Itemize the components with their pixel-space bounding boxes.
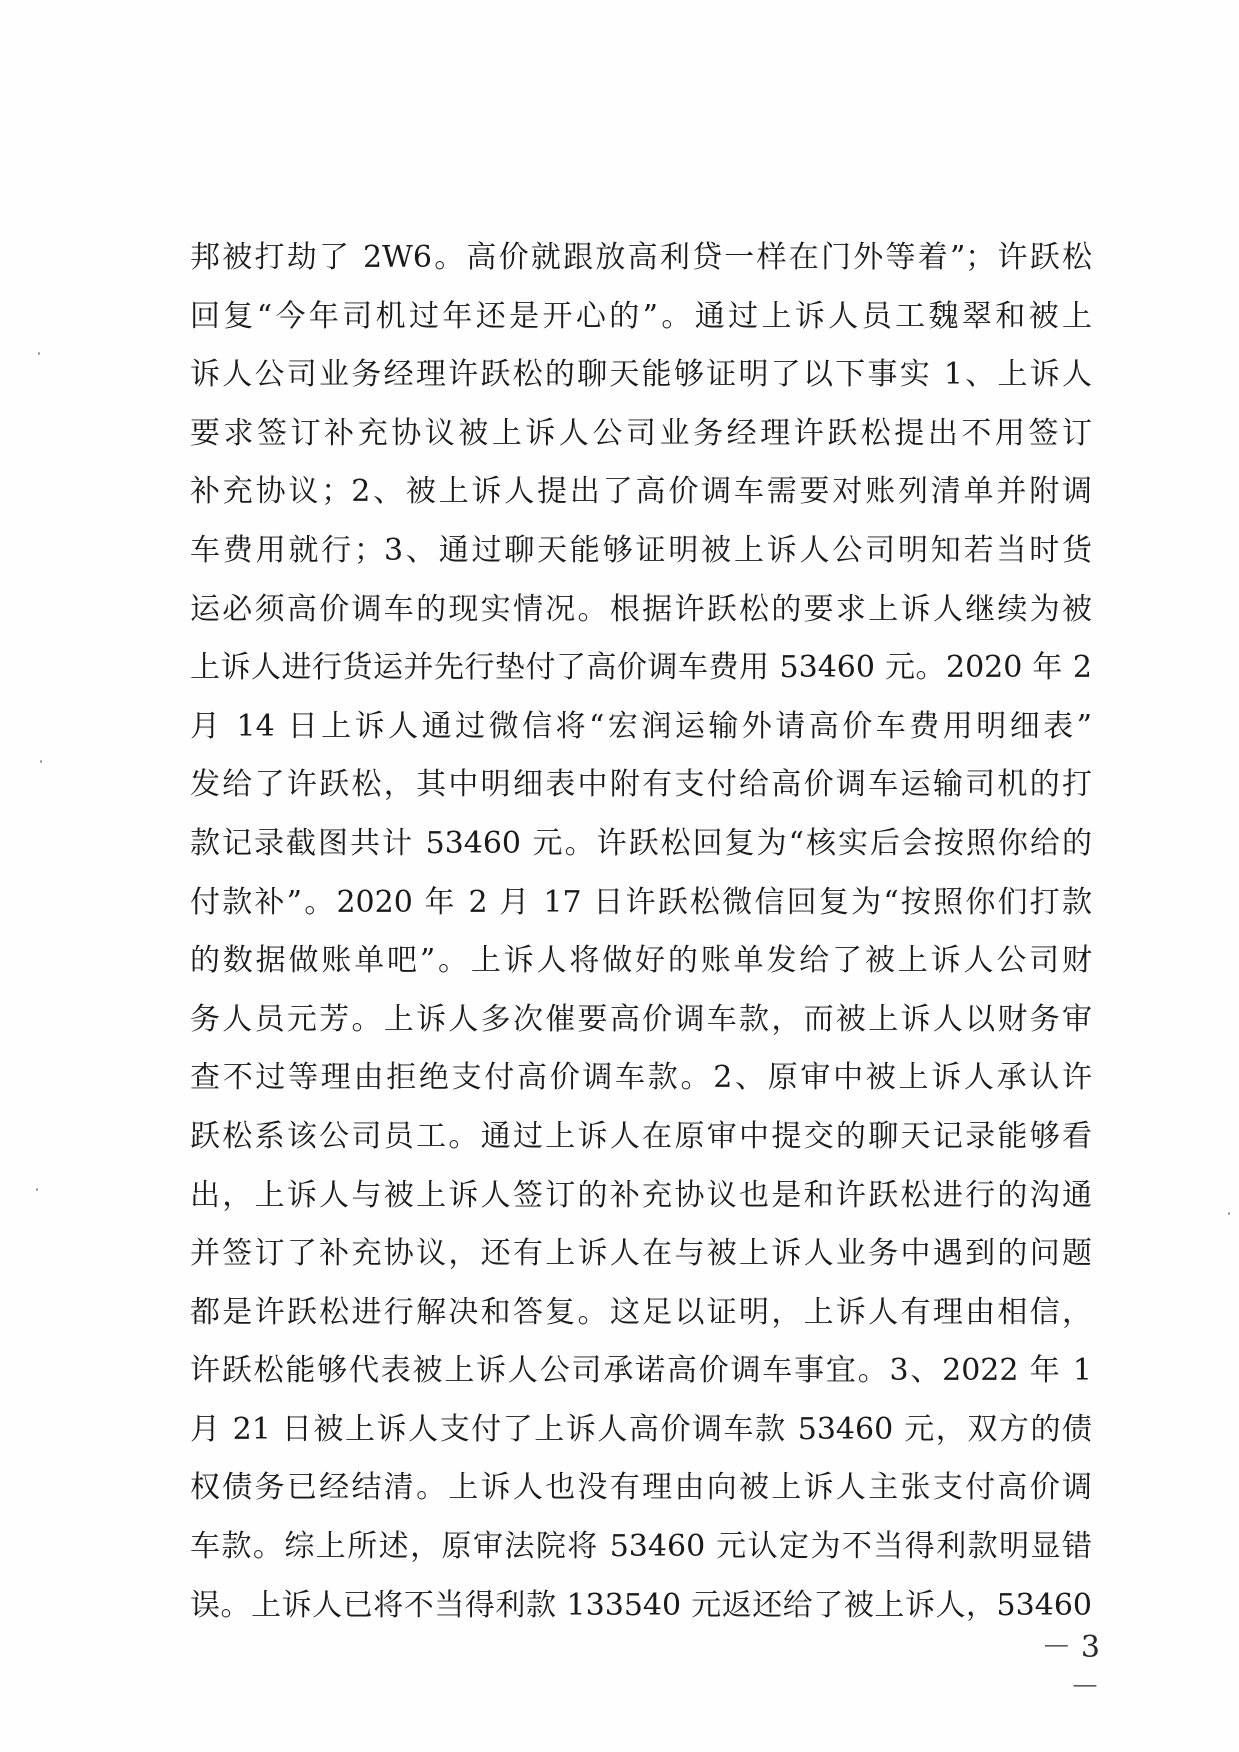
scan-mark [38,352,40,355]
text-line: 出，上诉人与被上诉人签订的补充协议也是和许跃松进行的沟通 [190,1177,1092,1213]
text-line: 月 21 日被上诉人支付了上诉人高价调车款 53460 元，双方的债 [190,1411,1092,1447]
text-line: 发给了许跃松，其中明细表中附有支付给高价调车运输司机的打 [190,767,1092,803]
text-line: 务人员元芳。上诉人多次催要高价调车款，而被上诉人以财务审 [190,1001,1092,1037]
text-line: 车款。综上所述，原审法院将 53460 元认定为不当得利款明显错 [190,1529,1092,1565]
text-line: 补充协议；2、被上诉人提出了高价调车需要对账列清单并附调 [190,474,1092,510]
text-line: 车费用就行；3、通过聊天能够证明被上诉人公司明知若当时货 [190,532,1092,568]
scan-mark [1228,1212,1230,1215]
text-line: 许跃松能够代表被上诉人公司承诺高价调车事宜。3、2022 年 1 [190,1353,1092,1389]
text-line: 跃松系该公司员工。通过上诉人在原审中提交的聊天记录能够看 [190,1118,1092,1154]
text-line: 的数据做账单吧”。上诉人将做好的账单发给了被上诉人公司财 [190,943,1092,979]
text-line: 并签订了补充协议，还有上诉人在与被上诉人业务中遇到的问题 [190,1236,1092,1272]
text-line: 诉人公司业务经理许跃松的聊天能够证明了以下事实 1、上诉人 [190,357,1092,393]
text-line: 月 14 日上诉人通过微信将“宏润运输外请高价车费用明细表” [190,708,1092,744]
text-line: 付款补”。2020 年 2 月 17 日许跃松微信回复为“按照你们打款 [190,884,1092,920]
text-line: 都是许跃松进行解决和答复。这足以证明，上诉人有理由相信， [190,1294,1092,1330]
text-line: 回复“今年司机过年还是开心的”。通过上诉人员工魏翠和被上 [190,298,1092,334]
document-body [190,229,1092,1635]
text-line: 款记录截图共计 53460 元。许跃松回复为“核实后会按照你给的 [190,825,1092,861]
page-number: － 3 － [1041,1630,1100,1705]
text-line: 要求签订补充协议被上诉人公司业务经理许跃松提出不用签订 [190,415,1092,451]
text-line: 权债务已经结清。上诉人也没有理由向被上诉人主张支付高价调 [190,1470,1092,1506]
scan-mark [40,760,42,763]
scan-mark [36,1188,38,1191]
text-line: 查不过等理由拒绝支付高价调车款。2、原审中被上诉人承认许 [190,1060,1092,1096]
text-line: 误。上诉人已将不当得利款 133540 元返还给了被上诉人，53460 [190,1587,1092,1623]
text-line: 运必须高价调车的现实情况。根据许跃松的要求上诉人继续为被 [190,591,1092,627]
text-line: 邦被打劫了 2W6。高价就跟放高利贷一样在门外等着”；许跃松 [190,240,1092,275]
text-line: 上诉人进行货运并先行垫付了高价调车费用 53460 元。2020 年 2 [190,650,1092,686]
